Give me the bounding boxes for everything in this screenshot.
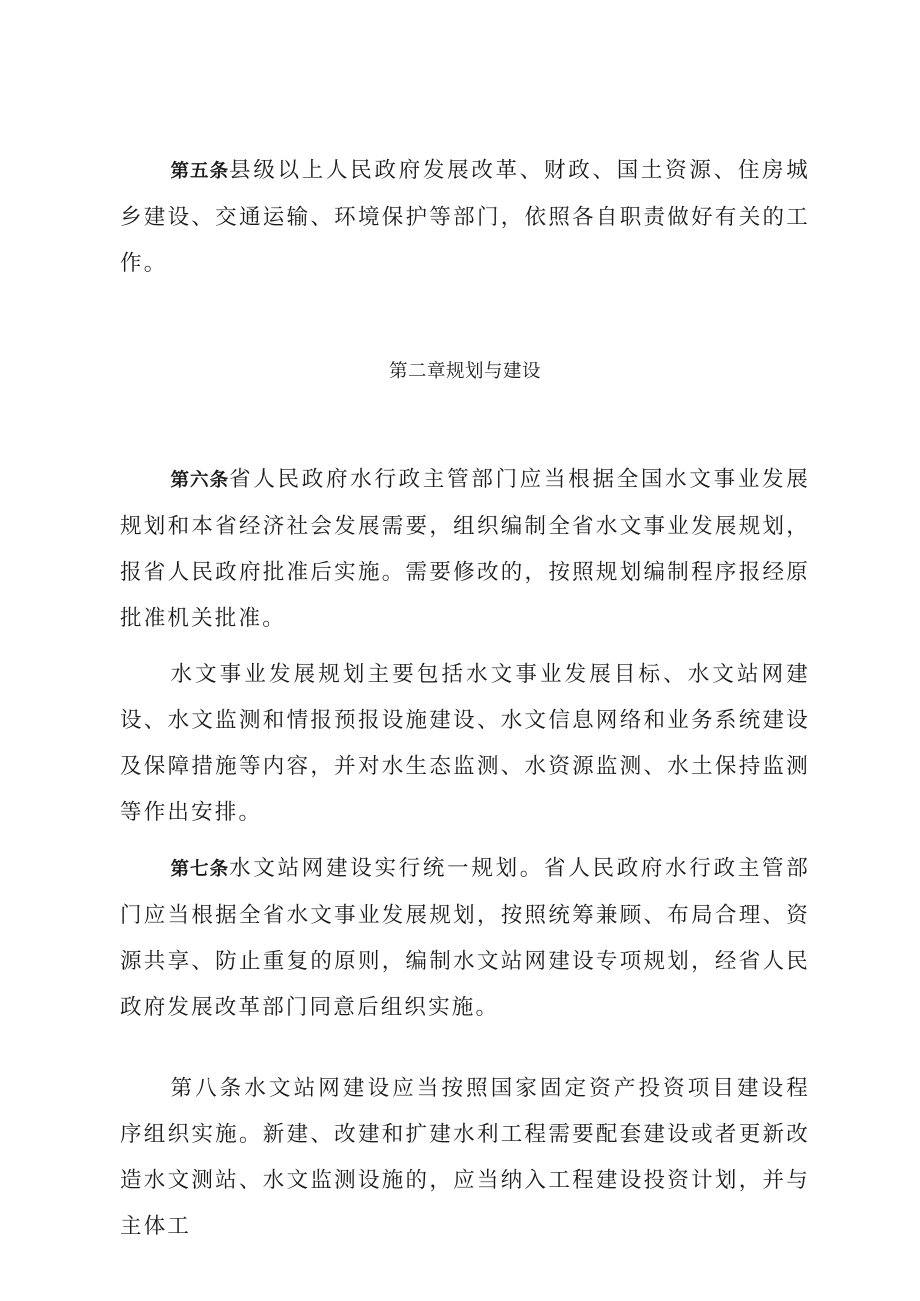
document-page [120,148,810,1250]
article-7 [120,846,810,1031]
chapter-2-title: 第二章规划与建设 [388,361,541,382]
article-8: 第八条水文站网建设应当按照国家固定资产投资项目建设程序组织实施。新建、改建和扩建水利工程需要配套建设或者更新改造水文测站、水文监测设施的，应当纳入工程建设投资计划，并与主体工 [120,1076,810,1239]
article-6-text: 省人民政府水行政主管部门应当根据全国水文事业发展规划和本省经济社会发展需要，组织编制全省水文事业发展规划，报省人民政府批准后实施。需要修改的，按照规划编制程序报经原批准机关批准。 [120,467,810,631]
article-5-text: 县级以上人民政府发展改革、财政、国土资源、住房城乡建设、交通运输、环境保护等部门，依照各自职责做好有关的工作。 [120,158,810,276]
article-6-number: 第六条 [170,470,230,491]
article-6-paragraph-2: 水文事业发展规划主要包括水文事业发展目标、水文站网建设、水文监测和情报预报设施建设、水文信息网络和业务系统建设及保障措施等内容，并对水生态监测、水资源监测、水土保持监测等作出安排。 [120,662,810,825]
article-7-text: 水文站网建设实行统一规划。省人民政府水行政主管部门应当根据全省水文事业发展规划，按照统筹兼顾、布局合理、资源共享、防止重复的原则，编制水文站网建设专项规划，经省人民政府发展改革部门同意后组织实施。 [120,856,810,1020]
article-5-number: 第五条 [170,161,230,182]
article-5 [120,148,810,287]
article-7-number: 第七条 [170,859,230,880]
article-6 [120,457,810,642]
